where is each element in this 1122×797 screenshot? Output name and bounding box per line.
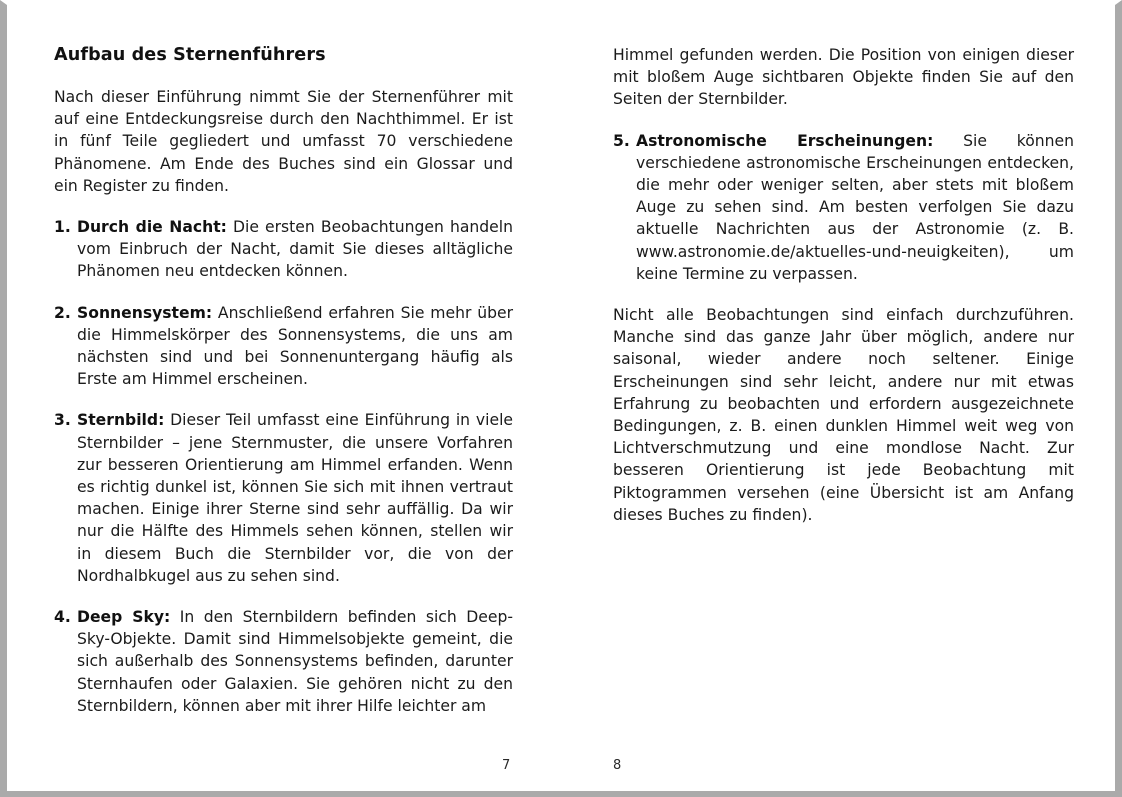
list-item-text: Anschließend erfahren Sie mehr über die Himmelskörper des Sonnensystems, die uns am nächsten sind und bei Sonnenuntergang häufig als Erste am Himmel erscheinen. — [77, 303, 513, 389]
page-title: Aufbau des Sternenführers — [54, 45, 326, 65]
list-item-marker: 3. — [54, 411, 71, 430]
list-item — [54, 302, 513, 391]
list-item-marker: 5. — [613, 131, 630, 150]
list-item-text: Sie können verschiedene astronomische Erscheinungen entdecken, die mehr oder weniger selten, aber stets mit bloßem Auge zu sehen sind. Am besten verfolgen Sie dazu aktuelle Nachrichten aus der Astronomie (z. B. www.astronomie.de/aktuelles-und-neuigkeiten), um keine Termine zu verpassen. — [636, 131, 1074, 283]
list-item-label: Sonnensystem: — [77, 303, 213, 322]
page-number-left: 7 — [502, 758, 511, 773]
list-item — [613, 130, 1074, 285]
list-item-text: In den Sternbildern befinden sich Deep-Sky-Objekte. Damit sind Himmelsobjekte gemeint, die sich außerhalb des Sonnensystems befinden, darunter Sternhaufen oder Galaxien. Sie gehören nicht zu den Sternbildern, können aber mit ihrer Hilfe leichter am — [77, 608, 513, 715]
list-item-text: Dieser Teil umfasst eine Einführung in viele Sternbilder – jene Sternmuster, die unsere Vorfahren zur besseren Orientierung am Himmel erfanden. Wenn es richtig dunkel ist, können Sie sich mit ihnen vertraut machen. Einige ihrer Sterne sind sehr auffällig. Da wir nur die Hälfte des Himmels sehen können, stellen wir in diesem Buch die Sternbilder vor, die von der Nordhalbkugel aus zu sehen sind. — [77, 411, 513, 585]
list-item-marker: 2. — [54, 303, 71, 322]
list-item — [54, 409, 513, 587]
list-item-marker: 1. — [54, 218, 71, 237]
list-item — [54, 216, 513, 283]
closing-paragraph: Nicht alle Beobachtungen sind einfach durchzuführen. Manche sind das ganze Jahr über möglich, andere nur saisonal, wieder andere noch seltener. Einige Erscheinungen sind sehr leicht, andere nur mit etwas Erfahrung zu beobachten und erfordern ausgezeichnete Bedingungen, z. B. einen dunklen Himmel weit weg von Lichtverschmutzung und eine mondlose Nacht. Zur besseren Orientierung ist jede Beobachtung mit Piktogrammen versehen (eine Übersicht ist am Anfang dieses Buches zu finden). — [613, 306, 1074, 524]
list-item-label: Durch die Nacht: — [77, 218, 227, 237]
parts-list-right — [613, 130, 1074, 285]
page-number-right: 8 — [613, 758, 622, 773]
list-item-label: Deep Sky: — [77, 608, 171, 627]
list-item — [54, 606, 513, 717]
parts-list-left — [54, 216, 513, 717]
right-page-column — [613, 44, 1074, 526]
list-item-label: Sternbild: — [77, 411, 165, 430]
left-page-column — [54, 44, 513, 717]
continuation-paragraph: Himmel gefunden werden. Die Position von einigen dieser mit bloßem Auge sichtbaren Objekte finden Sie auf den Seiten der Sternbilder. — [613, 46, 1074, 109]
list-item-marker: 4. — [54, 608, 71, 627]
intro-paragraph: Nach dieser Einführung nimmt Sie der Sternenführer mit auf eine Entdeckungsreise durch den Nachthimmel. Er ist in fünf Teile gegliedert und umfasst 70 verschiedene Phänomene. Am Ende des Buches sind ein Glossar und ein Register zu finden. — [54, 88, 513, 195]
list-item-label: Astronomische Erscheinungen: — [636, 131, 934, 150]
list-item-text: Die ersten Beobachtungen handeln vom Einbruch der Nacht, damit Sie dieses alltägliche Phänomen neu entdecken können. — [77, 218, 513, 281]
